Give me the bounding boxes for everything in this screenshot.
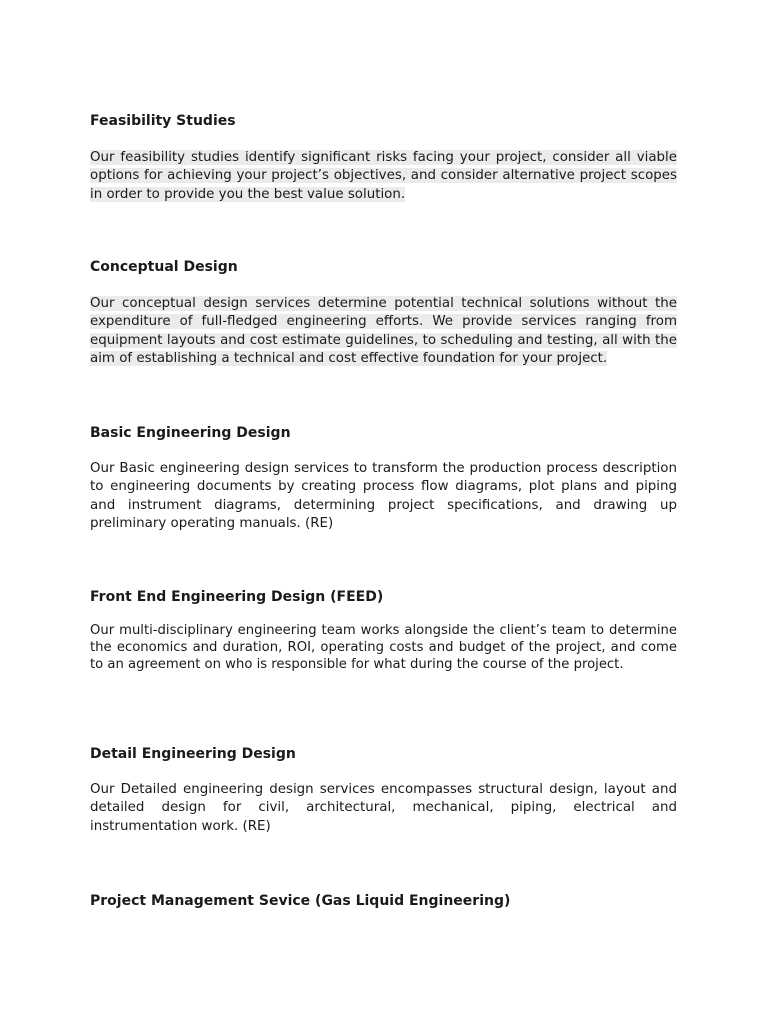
paragraph-detail-engineering-design: Our Detailed engineering design services encompasses structural design, layout and detailed design for civil, architectural, mechanical, piping, electrical and instrumentation work. (RE) [90,782,677,834]
heading-project-management-service: Project Management Sevice (Gas Liquid Engineering) [90,893,511,909]
paragraph-feed: Our multi-disciplinary engineering team works alongside the client’s team to determine the economics and duration, ROI, operating costs and budget of the project, and come to an agreement on who is responsible for what during the course of the project. [90,623,677,672]
paragraph-basic-engineering-design: Our Basic engineering design services to transform the production process description to engineering documents by creating process flow diagrams, plot plans and piping and instrument diagrams, determining project specifications, and drawing up preliminary operating manuals. (RE) [90,461,677,532]
heading-conceptual-design: Conceptual Design [90,259,238,275]
paragraph-feasibility-studies [90,149,677,204]
heading-feed: Front End Engineering Design (FEED) [90,589,384,605]
heading-feasibility-studies: Feasibility Studies [90,113,236,129]
paragraph-conceptual-design [90,295,677,369]
heading-basic-engineering-design: Basic Engineering Design [90,425,291,441]
highlighted-text: Our conceptual design services determine potential technical solutions without the expenditure of full-fledged engineering efforts. We provide services ranging from equipment layouts and cost estimate guidelines, to scheduling and testing, all with the aim of establishing a technical and cost effective foundation for your project. [90,296,677,367]
highlighted-text: Our feasibility studies identify significant risks facing your project, consider all viable options for achieving your project’s objectives, and consider alternative project scopes in order to provide you the best value solution. [90,150,677,202]
heading-detail-engineering-design: Detail Engineering Design [90,746,296,762]
